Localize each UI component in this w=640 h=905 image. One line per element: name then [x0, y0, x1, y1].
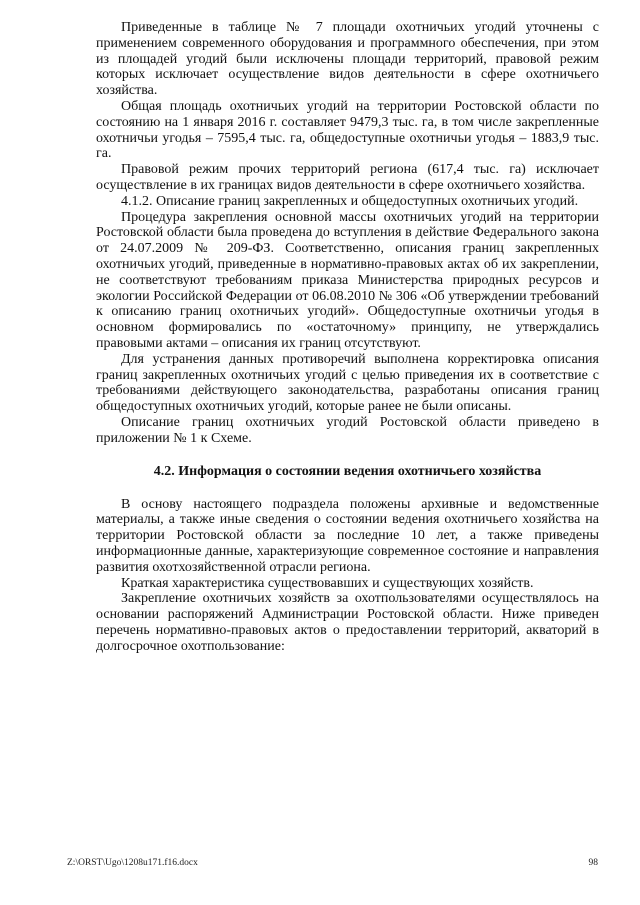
section-heading-4-2: 4.2. Информация о состоянии ведения охотничьего хозяйства [153, 463, 542, 479]
subsection-heading-4-1-2: 4.1.2. Описание границ закрепленных и общедоступных охотничьих угодий. [121, 193, 579, 209]
paragraph-total-area: Общая площадь охотничьих угодий на территории Ростовской области по состоянию на 1 января 2016 г. составляет 9479,3 тыс. га, в том числе закрепленные охотничьи угодья – 7595,4 тыс. га, общедоступные охотничьи угодья – 1883,9 тыс. га. [96, 98, 599, 162]
paragraph-legal-regime: Правовой режим прочих территорий региона (617,4 тыс. га) исключает осуществление в их границах видов деятельности в сфере охотничьего хозяйства. [96, 162, 599, 193]
paragraph-assignment-procedure: Процедура закрепления основной массы охотничьих угодий на территории Ростовской области была проведена до вступления в действие Федерального закона от 24.07.2009 № 209-ФЗ. Соответственно, описания границ закрепленных охотничьих угодий, приведенные в нормативно-правовых актах об их закреплении, не соответствуют требованиям приказа Министерства природных ресурсов и экологии Российской Федерации от 06.08.2010 № 306 «Об утверждении требований к описанию границ охотничьих угодий». Общедоступные охотничьи угодья в основном формировались по «остаточному» принципу, не утверждались правовыми актами – описания их границ отсутствуют. [96, 209, 599, 351]
paragraph-appendix-reference: Описание границ охотничьих угодий Ростовской области приведено в приложении № 1 к Схеме. [96, 414, 599, 446]
paragraph-subsection-basis: В основу настоящего подраздела положены архивные и ведомственные материалы, а также иные сведения о состоянии ведения охотничьего хозяйства на территории Ростовской области за последние 10 лет, а также приведены информационные данные, характеризующие современное состояние и направления развития охотхозяйственной отрасли региона. [96, 496, 599, 575]
paragraph-corrections: Для устранения данных противоречий выполнена корректировка описания границ закрепленных охотничьих угодий с целью приведения их в соответствие с требованиями действующего законодательства, разработаны описания границ общедоступных охотничьих угодий, которые ранее не были описаны. [96, 351, 599, 415]
page-body [96, 20, 599, 654]
paragraph-brief-characteristics: Краткая характеристика существовавших и существующих хозяйств. [121, 575, 534, 591]
paragraph-assignment-legal-acts: Закрепление охотничьих хозяйств за охотпользователями осуществлялось на основании распоряжений Администрации Ростовской области. Ниже приведен перечень нормативно-правовых актов о предоставлении территорий, акваторий в долгосрочное охотпользование: [96, 591, 599, 654]
footer-file-path: Z:\ORST\Ugo\1208u171.f16.docx [67, 858, 198, 868]
page-number: 98 [588, 858, 598, 868]
paragraph-table7-areas: Приведенные в таблице № 7 площади охотничьих угодий уточнены с применением современного оборудования и программного обеспечения, при этом из площадей угодий были исключены площади территорий, правовой режим которых исключает осуществление видов деятельности в сфере охотничьего хозяйства. [96, 20, 599, 99]
